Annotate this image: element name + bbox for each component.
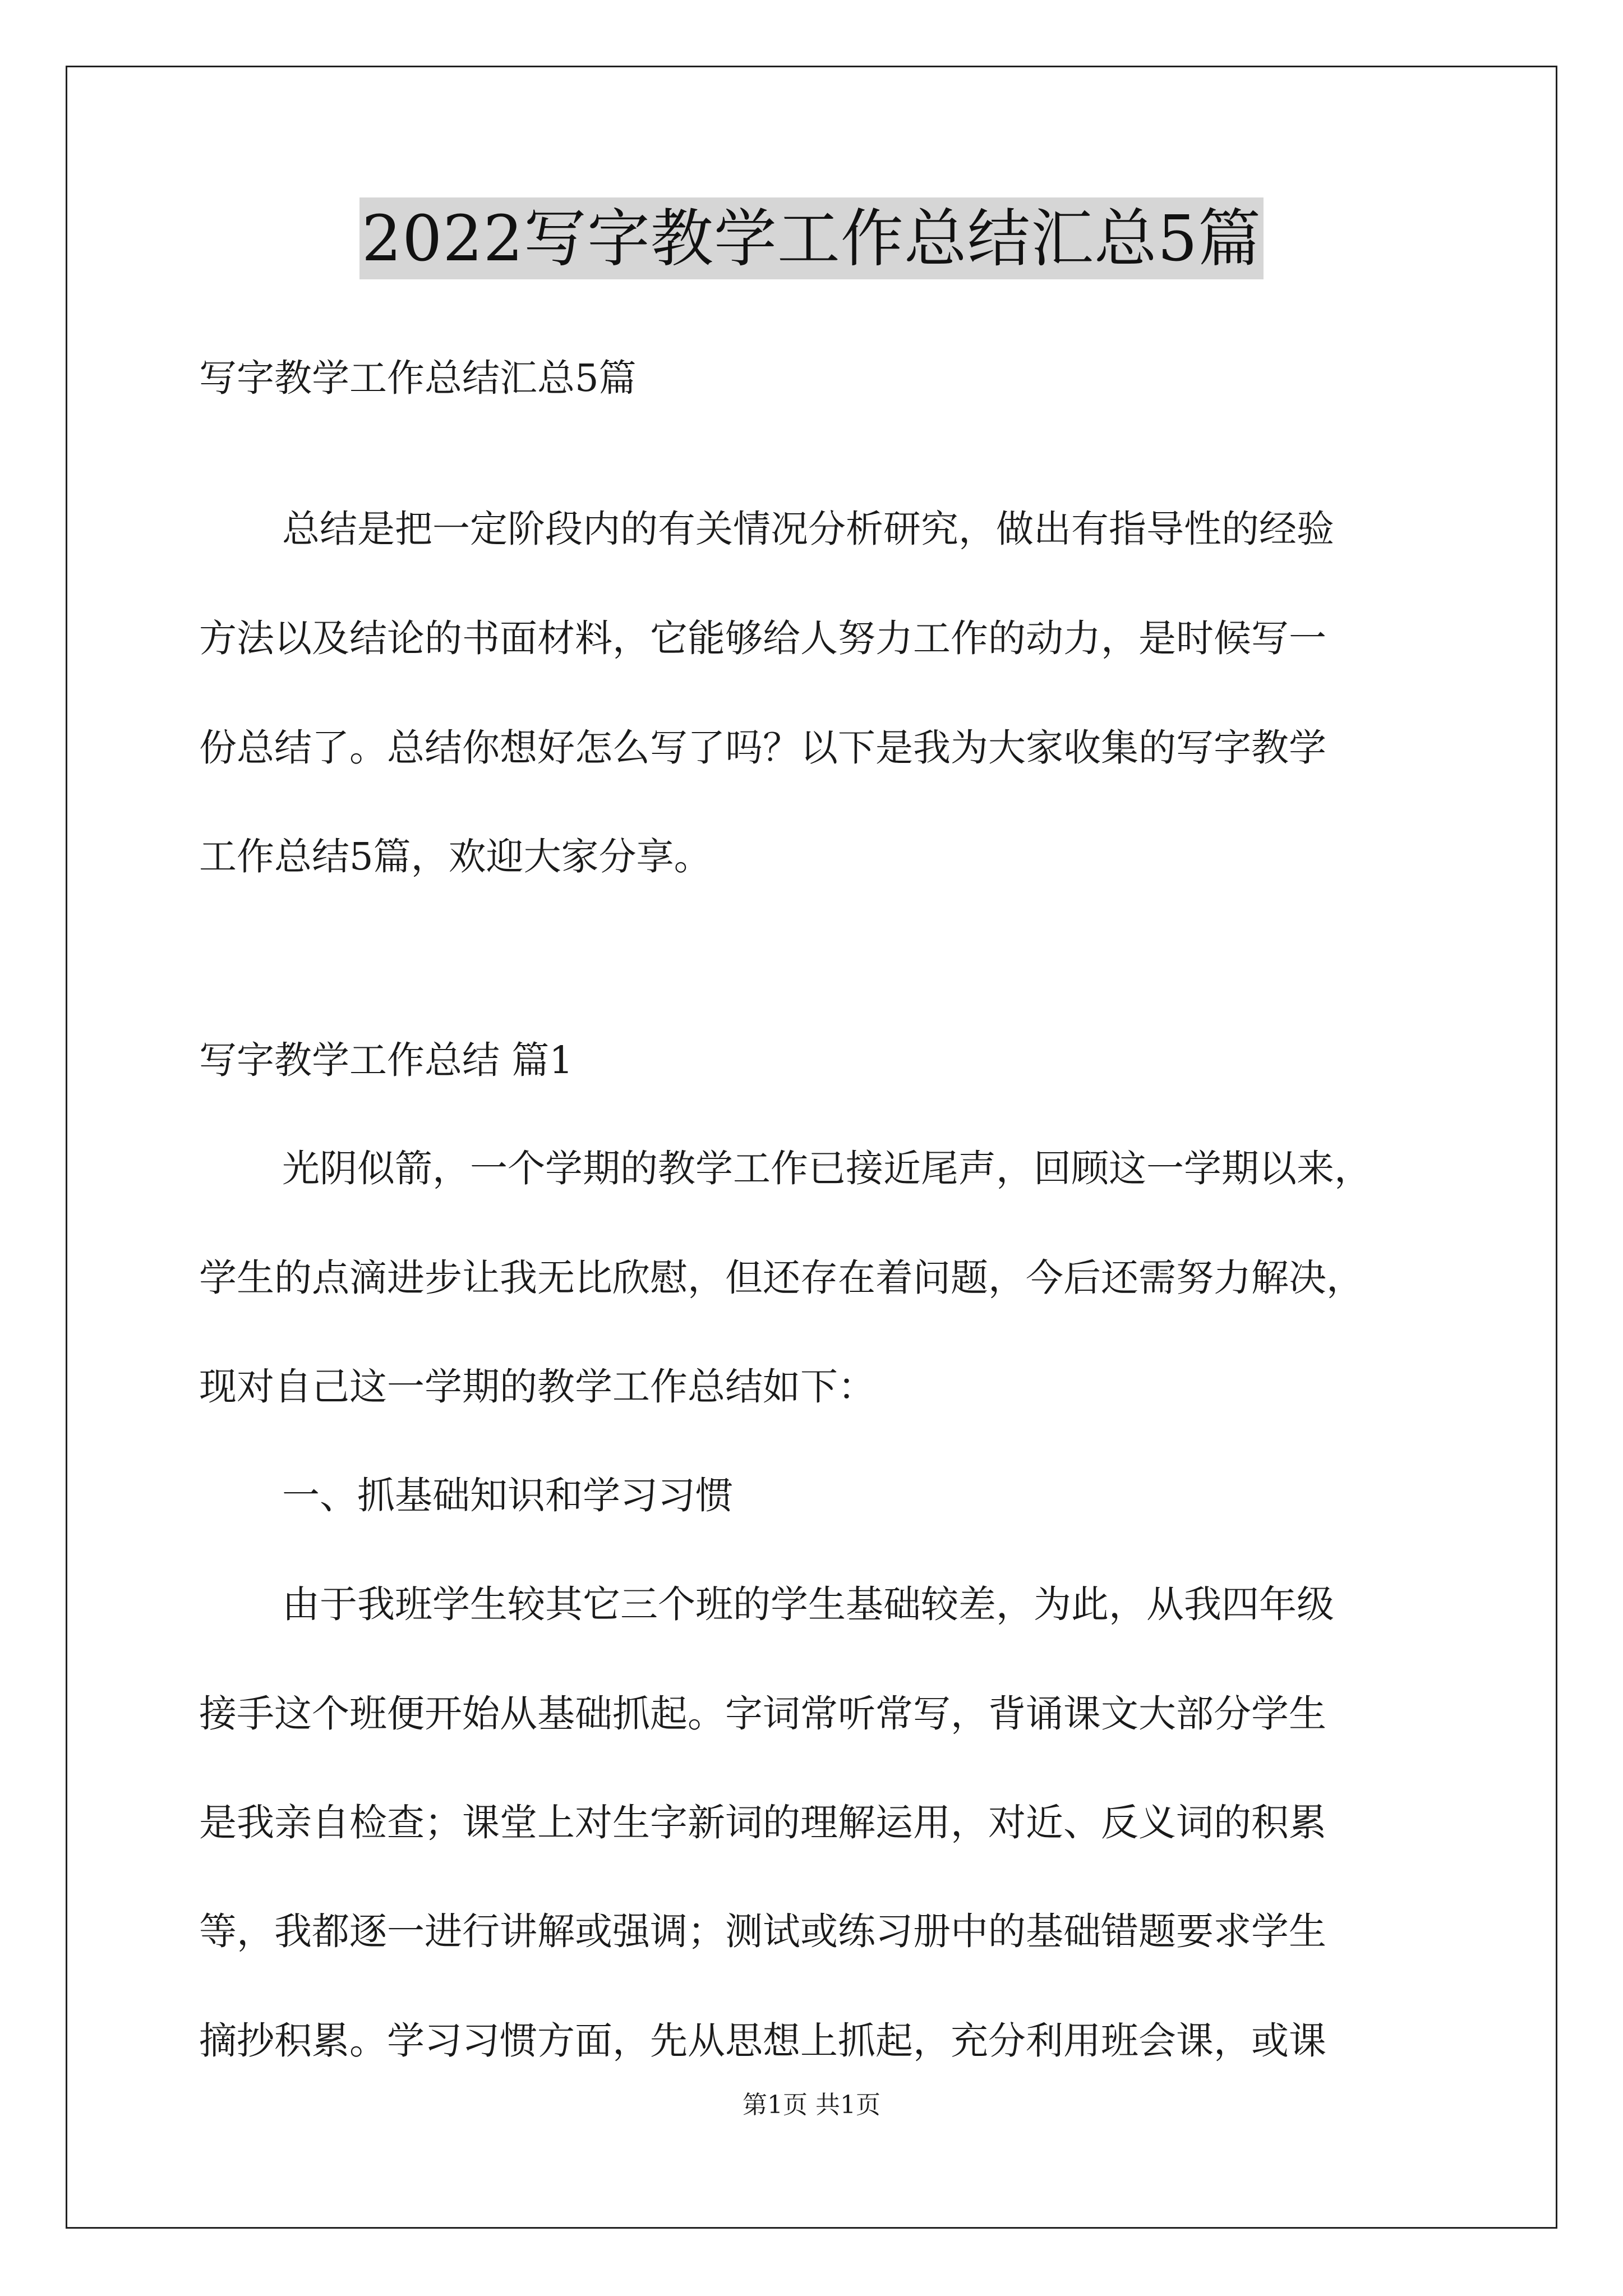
para1-line-1: 光阴似箭，一个学期的教学工作已接近尾声，回顾这一学期以来， <box>282 1147 1372 1190</box>
intro-line-4: 工作总结5篇，欢迎大家分享。 <box>199 835 712 878</box>
title-container <box>0 197 1623 279</box>
subheading: 一、抓基础知识和学习习惯 <box>282 1474 733 1517</box>
section-heading: 写字教学工作总结 篇1 <box>199 1038 573 1082</box>
para2-line-3: 是我亲自检查；课堂上对生字新词的理解运用，对近、反义词的积累 <box>199 1801 1326 1844</box>
para2-line-2: 接手这个班便开始从基础抓起。字词常听常写，背诵课文大部分学生 <box>199 1692 1326 1736</box>
para2-line-1: 由于我班学生较其它三个班的学生基础较差，为此，从我四年级 <box>282 1582 1334 1626</box>
para2-line-4: 等，我都逐一进行讲解或强调；测试或练习册中的基础错题要求学生 <box>199 1910 1326 1953</box>
intro-line-2: 方法以及结论的书面材料，它能够给人努力工作的动力，是时候写一 <box>199 616 1326 660</box>
intro-line-3: 份总结了。总结你想好怎么写了吗？以下是我为大家收集的写字教学 <box>199 726 1326 770</box>
para1-line-3: 现对自己这一学期的教学工作总结如下： <box>199 1365 875 1409</box>
intro-line-1: 总结是把一定阶段内的有关情况分析研究，做出有指导性的经验 <box>282 507 1334 551</box>
para2-line-5: 摘抄积累。学习习惯方面，先从思想上抓起，充分利用班会课，或课 <box>199 2019 1326 2063</box>
document-subtitle: 写字教学工作总结汇总5篇 <box>199 356 637 400</box>
page-footer: 第1页 共1页 <box>743 2091 880 2119</box>
para1-line-2: 学生的点滴进步让我无比欣慰，但还存在着问题，今后还需努力解决， <box>199 1256 1364 1300</box>
document-title: 2022写字教学工作总结汇总5篇 <box>359 197 1264 279</box>
